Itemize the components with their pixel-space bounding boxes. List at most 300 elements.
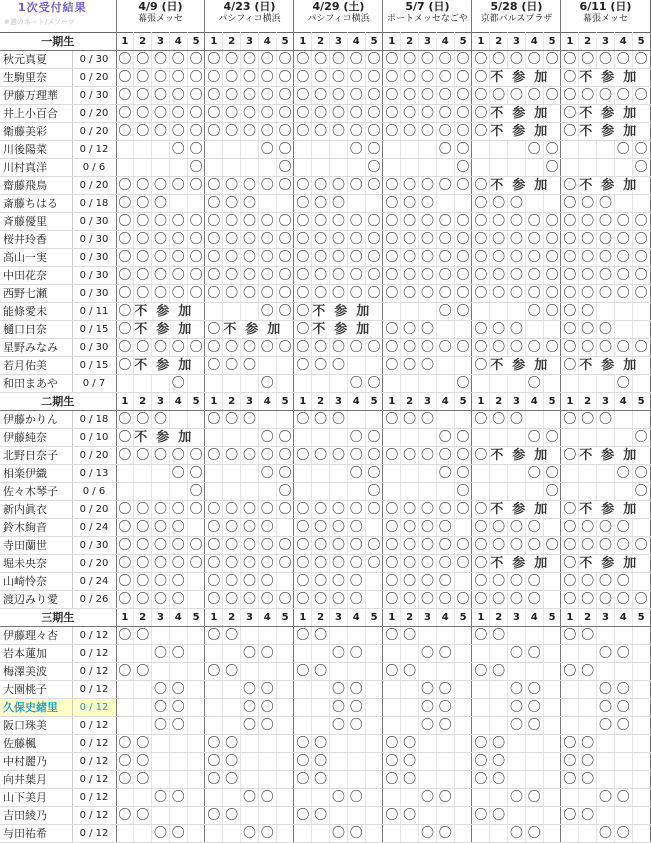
empty-cell [579, 681, 597, 699]
member-count: 0 / 12 [72, 825, 116, 843]
circle-mark: 〇 [134, 231, 152, 249]
circle-mark: 〇 [134, 447, 152, 465]
circle-mark: 〇 [312, 213, 330, 231]
empty-cell [205, 789, 223, 807]
empty-cell [258, 771, 276, 789]
part-number: 3 [152, 33, 170, 51]
circle-mark: 〇 [579, 627, 597, 645]
empty-cell [258, 159, 276, 177]
circle-mark: 〇 [223, 771, 241, 789]
member-row [0, 483, 650, 501]
circle-mark: 〇 [472, 771, 490, 789]
circle-mark: 〇 [490, 519, 508, 537]
circle-mark: 〇 [169, 447, 187, 465]
circle-mark: 〇 [276, 339, 294, 357]
empty-cell [276, 411, 294, 429]
circle-mark: 〇 [116, 663, 134, 681]
circle-mark: 〇 [525, 699, 543, 717]
circle-mark: 〇 [169, 69, 187, 87]
circle-mark: 〇 [561, 177, 579, 195]
empty-cell [312, 429, 330, 447]
empty-cell [525, 159, 543, 177]
part-number: 4 [614, 33, 632, 51]
circle-mark: 〇 [276, 105, 294, 123]
circle-mark: 〇 [258, 213, 276, 231]
circle-mark: 〇 [241, 177, 259, 195]
part-number: 1 [561, 609, 579, 627]
empty-cell [134, 825, 152, 843]
circle-mark: 〇 [312, 267, 330, 285]
circle-mark: 〇 [169, 591, 187, 609]
circle-mark: 〇 [347, 141, 365, 159]
circle-mark: 〇 [312, 591, 330, 609]
circle-mark: 〇 [312, 411, 330, 429]
circle-mark: 〇 [508, 249, 526, 267]
empty-cell [223, 141, 241, 159]
circle-mark: 〇 [543, 537, 561, 555]
empty-cell [347, 357, 365, 375]
circle-mark: 〇 [454, 51, 472, 69]
empty-cell [454, 735, 472, 753]
circle-mark: 〇 [134, 753, 152, 771]
circle-mark: 〇 [223, 627, 241, 645]
empty-cell [543, 195, 561, 213]
circle-mark: 〇 [401, 51, 419, 69]
empty-cell [116, 789, 134, 807]
empty-cell [525, 483, 543, 501]
empty-cell [152, 627, 170, 645]
empty-cell [632, 771, 650, 789]
part-number: 3 [508, 609, 526, 627]
circle-mark: 〇 [472, 231, 490, 249]
empty-cell [525, 807, 543, 825]
circle-mark: 〇 [294, 51, 312, 69]
empty-cell [543, 591, 561, 609]
circle-mark: 〇 [223, 663, 241, 681]
member-row [0, 753, 650, 771]
circle-mark: 〇 [383, 807, 401, 825]
circle-mark: 〇 [365, 285, 383, 303]
circle-mark: 〇 [597, 51, 615, 69]
circle-mark: 〇 [294, 177, 312, 195]
circle-mark: 〇 [472, 123, 490, 141]
circle-mark: 〇 [152, 213, 170, 231]
empty-cell [365, 699, 383, 717]
circle-mark: 〇 [490, 339, 508, 357]
circle-mark: 〇 [241, 249, 259, 267]
member-row [0, 51, 650, 69]
circle-mark: 〇 [597, 411, 615, 429]
part-number: 2 [490, 33, 508, 51]
part-number: 3 [508, 393, 526, 411]
empty-cell [561, 699, 579, 717]
member-count: 0 / 12 [72, 627, 116, 645]
empty-cell [597, 141, 615, 159]
circle-mark: 〇 [597, 213, 615, 231]
circle-mark: 〇 [383, 555, 401, 573]
circle-mark: 〇 [241, 105, 259, 123]
circle-mark: 〇 [205, 231, 223, 249]
member-row [0, 735, 650, 753]
empty-cell [490, 375, 508, 393]
circle-mark: 〇 [347, 429, 365, 447]
empty-cell [134, 717, 152, 735]
empty-cell [383, 159, 401, 177]
header-row [0, 0, 650, 33]
circle-mark: 〇 [205, 753, 223, 771]
part-number: 5 [543, 393, 561, 411]
circle-mark: 〇 [205, 195, 223, 213]
circle-mark: 〇 [454, 231, 472, 249]
empty-cell [436, 195, 454, 213]
circle-mark: 〇 [258, 465, 276, 483]
event-venue: 幕張メッセ [137, 14, 183, 24]
empty-cell [543, 735, 561, 753]
circle-mark: 〇 [614, 681, 632, 699]
circle-mark: 〇 [205, 555, 223, 573]
circle-mark: 〇 [401, 573, 419, 591]
circle-mark: 〇 [365, 249, 383, 267]
empty-cell [152, 735, 170, 753]
circle-mark: 〇 [134, 267, 152, 285]
circle-mark: 〇 [383, 537, 401, 555]
circle-mark: 〇 [490, 753, 508, 771]
empty-cell [614, 807, 632, 825]
circle-mark: 〇 [276, 231, 294, 249]
empty-cell [508, 375, 526, 393]
circle-mark: 〇 [330, 213, 348, 231]
part-number: 4 [258, 393, 276, 411]
circle-mark: 〇 [614, 645, 632, 663]
circle-mark: 〇 [258, 105, 276, 123]
part-number: 1 [116, 33, 134, 51]
title-cell [0, 0, 116, 33]
circle-mark: 〇 [472, 87, 490, 105]
empty-cell [543, 771, 561, 789]
circle-mark: 〇 [134, 501, 152, 519]
member-count: 0 / 30 [72, 249, 116, 267]
circle-mark: 〇 [436, 645, 454, 663]
circle-mark: 〇 [116, 177, 134, 195]
member-count: 0 / 12 [72, 699, 116, 717]
empty-cell [276, 771, 294, 789]
circle-mark: 〇 [579, 573, 597, 591]
circle-mark: 〇 [169, 465, 187, 483]
empty-cell [241, 159, 259, 177]
empty-cell [152, 465, 170, 483]
member-count: 0 / 30 [72, 51, 116, 69]
empty-cell [294, 789, 312, 807]
circle-mark: 〇 [383, 321, 401, 339]
empty-cell [205, 699, 223, 717]
circle-mark: 〇 [294, 285, 312, 303]
circle-mark: 〇 [525, 537, 543, 555]
part-number: 5 [365, 609, 383, 627]
member-count: 0 / 15 [72, 357, 116, 375]
circle-mark: 〇 [632, 231, 650, 249]
empty-cell [561, 483, 579, 501]
part-number: 4 [169, 393, 187, 411]
circle-mark: 〇 [330, 285, 348, 303]
member-name: 桜井玲香 [0, 231, 72, 249]
empty-cell [419, 807, 437, 825]
circle-mark: 〇 [561, 321, 579, 339]
member-name: 佐々木琴子 [0, 483, 72, 501]
circle-mark: 〇 [383, 771, 401, 789]
circle-mark: 〇 [241, 501, 259, 519]
circle-mark: 〇 [134, 213, 152, 231]
circle-mark: 〇 [383, 591, 401, 609]
circle-mark: 〇 [454, 213, 472, 231]
empty-cell [187, 699, 205, 717]
part-number: 3 [152, 393, 170, 411]
empty-cell [472, 645, 490, 663]
circle-mark: 〇 [116, 357, 134, 375]
circle-mark: 〇 [614, 375, 632, 393]
empty-cell [187, 411, 205, 429]
member-count: 0 / 30 [72, 87, 116, 105]
member-count: 0 / 24 [72, 573, 116, 591]
circle-mark: 〇 [116, 231, 134, 249]
member-name: 岩本蓮加 [0, 645, 72, 663]
empty-cell [294, 159, 312, 177]
empty-cell [579, 483, 597, 501]
empty-cell [330, 807, 348, 825]
empty-cell [187, 825, 205, 843]
circle-mark: 〇 [330, 573, 348, 591]
part-number: 2 [579, 609, 597, 627]
circle-mark: 〇 [419, 825, 437, 843]
empty-cell [597, 663, 615, 681]
circle-mark: 〇 [205, 447, 223, 465]
circle-mark: 〇 [472, 627, 490, 645]
empty-cell [276, 753, 294, 771]
empty-cell [294, 465, 312, 483]
circle-mark: 〇 [597, 339, 615, 357]
empty-cell [454, 807, 472, 825]
empty-cell [187, 573, 205, 591]
circle-mark: 〇 [561, 339, 579, 357]
circle-mark: 〇 [169, 699, 187, 717]
empty-cell [508, 735, 526, 753]
circle-mark: 〇 [205, 537, 223, 555]
member-name: 山崎怜奈 [0, 573, 72, 591]
empty-cell [579, 429, 597, 447]
circle-mark: 〇 [312, 69, 330, 87]
empty-cell [276, 573, 294, 591]
circle-mark: 〇 [472, 249, 490, 267]
member-name: 向井葉月 [0, 771, 72, 789]
circle-mark: 〇 [579, 537, 597, 555]
part-number: 3 [241, 33, 259, 51]
circle-mark: 〇 [312, 501, 330, 519]
member-name: 衛藤美彩 [0, 123, 72, 141]
circle-mark: 〇 [419, 69, 437, 87]
circle-mark: 〇 [561, 537, 579, 555]
empty-cell [223, 159, 241, 177]
circle-mark: 〇 [152, 195, 170, 213]
circle-mark: 〇 [205, 807, 223, 825]
event-venue: 幕張メッセ [582, 14, 628, 24]
circle-mark: 〇 [241, 447, 259, 465]
empty-cell [169, 663, 187, 681]
circle-mark: 〇 [330, 249, 348, 267]
member-row [0, 339, 650, 357]
circle-mark: 〇 [330, 501, 348, 519]
empty-cell [436, 771, 454, 789]
empty-cell [116, 717, 134, 735]
part-number: 2 [223, 609, 241, 627]
circle-mark: 〇 [223, 519, 241, 537]
apply-mark: 不参加 [490, 124, 557, 139]
circle-mark: 〇 [152, 573, 170, 591]
circle-mark: 〇 [525, 429, 543, 447]
empty-cell [579, 825, 597, 843]
circle-mark: 〇 [472, 591, 490, 609]
circle-mark: 〇 [347, 573, 365, 591]
circle-mark: 〇 [472, 267, 490, 285]
member-count: 0 / 20 [72, 177, 116, 195]
circle-mark: 〇 [312, 627, 330, 645]
circle-mark: 〇 [365, 555, 383, 573]
empty-cell [152, 663, 170, 681]
circle-mark: 〇 [401, 735, 419, 753]
empty-cell [614, 771, 632, 789]
empty-cell [347, 195, 365, 213]
empty-cell [365, 735, 383, 753]
circle-mark: 〇 [276, 123, 294, 141]
empty-cell [205, 645, 223, 663]
part-number: 3 [597, 393, 615, 411]
empty-cell [312, 141, 330, 159]
empty-cell [383, 645, 401, 663]
circle-mark: 〇 [561, 447, 579, 465]
circle-mark: 〇 [579, 321, 597, 339]
circle-mark: 〇 [169, 213, 187, 231]
member-name: 若月佑美 [0, 357, 72, 375]
circle-mark: 〇 [152, 717, 170, 735]
empty-cell [294, 825, 312, 843]
part-number: 3 [597, 33, 615, 51]
circle-mark: 〇 [383, 501, 401, 519]
circle-mark: 〇 [365, 123, 383, 141]
member-row [0, 105, 650, 123]
page-subtitle: ※過のネット/メソーツ [4, 18, 75, 26]
circle-mark: 〇 [561, 231, 579, 249]
circle-mark: 〇 [436, 429, 454, 447]
empty-cell [205, 681, 223, 699]
member-name: 鈴木絢音 [0, 519, 72, 537]
empty-cell [116, 825, 134, 843]
circle-mark: 〇 [614, 537, 632, 555]
circle-mark: 〇 [347, 87, 365, 105]
empty-cell [258, 627, 276, 645]
empty-cell [383, 789, 401, 807]
circle-mark: 〇 [365, 339, 383, 357]
circle-mark: 〇 [258, 591, 276, 609]
circle-mark: 〇 [330, 537, 348, 555]
circle-mark: 〇 [543, 267, 561, 285]
circle-mark: 〇 [276, 141, 294, 159]
circle-mark: 〇 [330, 591, 348, 609]
empty-cell [401, 375, 419, 393]
empty-cell [508, 663, 526, 681]
member-name: 斎藤ちはる [0, 195, 72, 213]
circle-mark: 〇 [597, 285, 615, 303]
circle-mark: 〇 [134, 105, 152, 123]
member-count: 0 / 12 [72, 771, 116, 789]
circle-mark: 〇 [454, 555, 472, 573]
empty-cell [276, 375, 294, 393]
part-number: 4 [169, 33, 187, 51]
circle-mark: 〇 [152, 177, 170, 195]
circle-mark: 〇 [525, 267, 543, 285]
empty-cell [579, 375, 597, 393]
member-count: 0 / 12 [72, 789, 116, 807]
empty-cell [436, 753, 454, 771]
empty-cell [276, 357, 294, 375]
circle-mark: 〇 [347, 231, 365, 249]
apply-mark: 不参加 [490, 106, 557, 121]
circle-mark: 〇 [401, 105, 419, 123]
empty-cell [152, 141, 170, 159]
empty-cell [614, 411, 632, 429]
empty-cell [632, 681, 650, 699]
part-number: 2 [312, 393, 330, 411]
empty-cell [401, 483, 419, 501]
circle-mark: 〇 [579, 735, 597, 753]
member-row [0, 591, 650, 609]
circle-mark: 〇 [525, 285, 543, 303]
circle-mark: 〇 [472, 537, 490, 555]
circle-mark: 〇 [116, 123, 134, 141]
empty-cell [490, 141, 508, 159]
empty-cell [294, 429, 312, 447]
circle-mark: 〇 [543, 159, 561, 177]
circle-mark: 〇 [152, 51, 170, 69]
empty-cell [134, 699, 152, 717]
circle-mark: 〇 [436, 537, 454, 555]
circle-mark: 〇 [579, 267, 597, 285]
circle-mark: 〇 [472, 339, 490, 357]
empty-cell [276, 699, 294, 717]
empty-cell [116, 681, 134, 699]
empty-cell [116, 141, 134, 159]
circle-mark: 〇 [401, 213, 419, 231]
circle-mark: 〇 [401, 753, 419, 771]
circle-mark: 〇 [276, 51, 294, 69]
circle-mark: 〇 [258, 717, 276, 735]
circle-mark: 〇 [454, 87, 472, 105]
empty-cell [312, 789, 330, 807]
part-number: 2 [490, 393, 508, 411]
circle-mark: 〇 [152, 501, 170, 519]
empty-cell [241, 141, 259, 159]
empty-cell [223, 465, 241, 483]
circle-mark: 〇 [383, 177, 401, 195]
empty-cell [223, 483, 241, 501]
circle-mark: 〇 [383, 123, 401, 141]
circle-mark: 〇 [597, 573, 615, 591]
circle-mark: 〇 [312, 105, 330, 123]
circle-mark: 〇 [508, 231, 526, 249]
circle-mark: 〇 [508, 285, 526, 303]
apply-mark: 不参加 [490, 556, 557, 571]
empty-cell [116, 465, 134, 483]
circle-mark: 〇 [347, 519, 365, 537]
circle-mark: 〇 [383, 51, 401, 69]
part-number: 1 [472, 393, 490, 411]
